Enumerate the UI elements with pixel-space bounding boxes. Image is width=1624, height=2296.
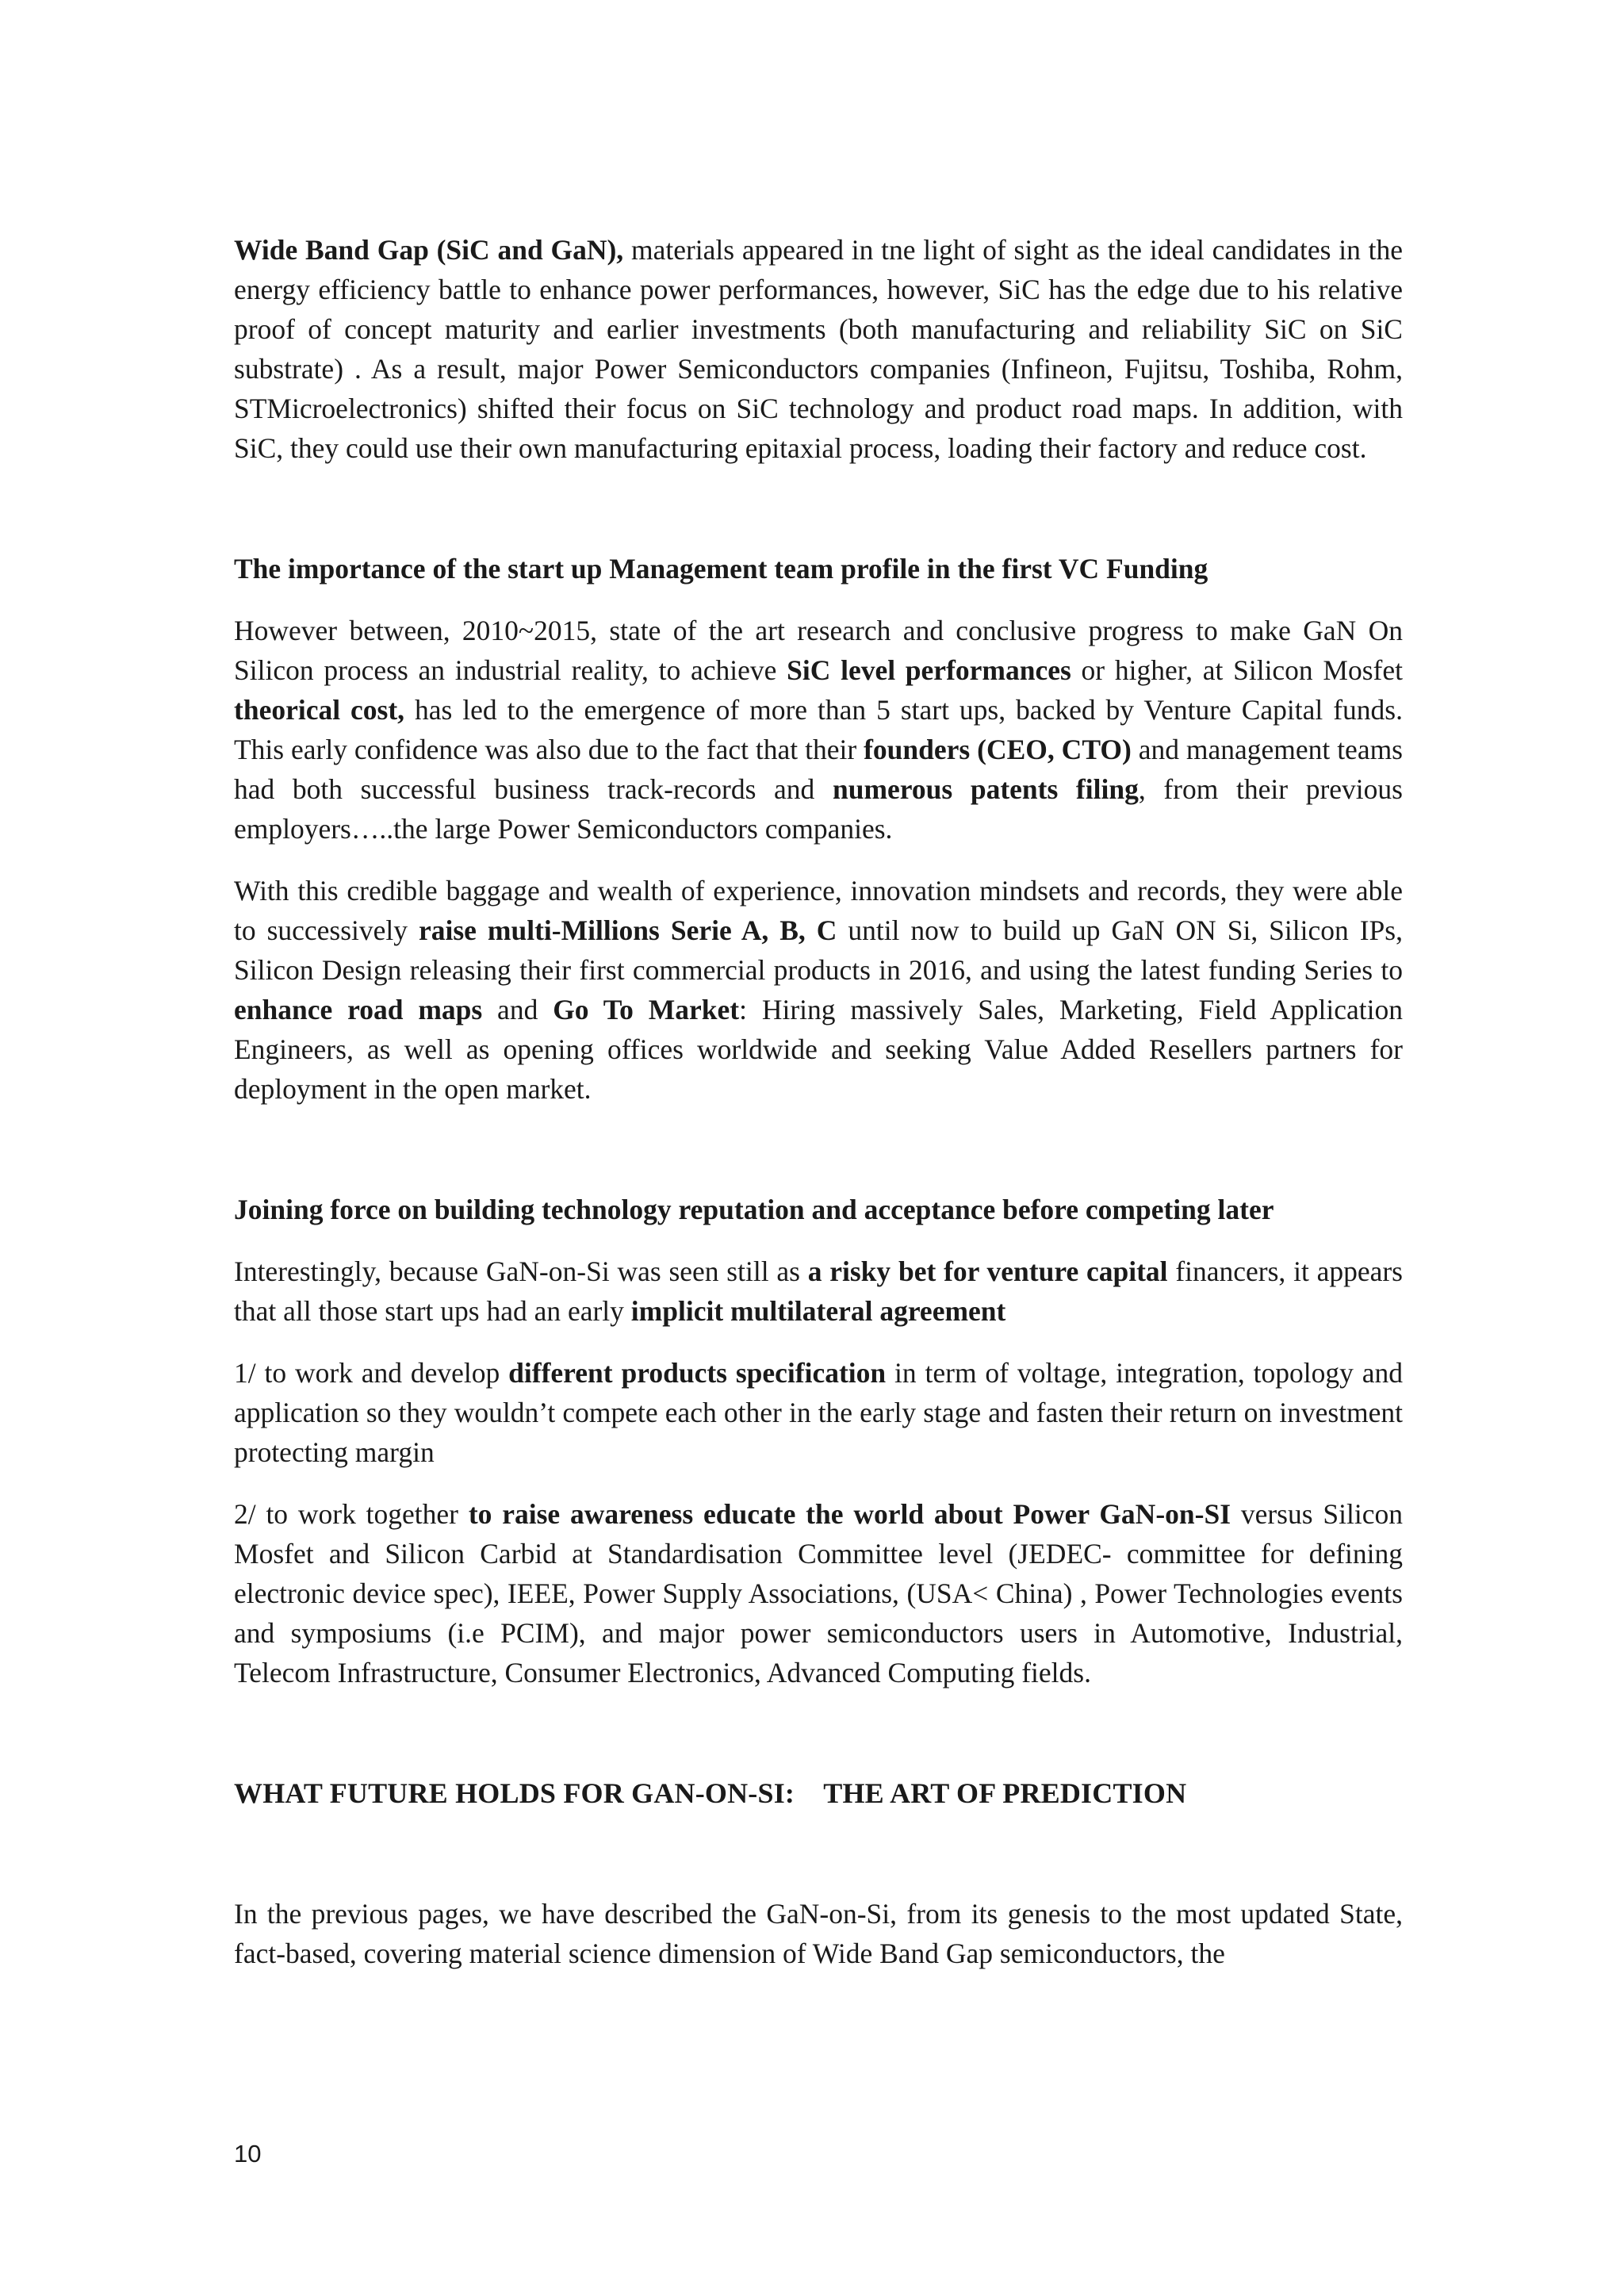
bold-text: theorical cost, — [234, 694, 405, 726]
section-heading-joining-force: Joining force on building technology reputation and acceptance before competing later — [234, 1194, 1274, 1225]
paragraph-wide-band-gap — [234, 230, 1403, 468]
paragraph-text: However between, 2010~2015, state of the art research and conclusive progress to make GaN On Silicon process an industrial reality, to achieve — [234, 615, 1403, 686]
bold-text: to raise awareness educate the world about Power GaN-on-SI — [468, 1498, 1231, 1530]
paragraph-text: : Hiring massively Sales, Marketing, Field Application Engineers, as well as opening offices worldwide and seeking Value Added Resellers partners for deployment in the open market. — [234, 994, 1403, 1105]
paragraph-text: until now to build up GaN ON Si, Silicon IPs, Silicon Design releasing their first commercial products in 2016, and using the latest funding Series to — [234, 914, 1403, 986]
section-heading-future: WHAT FUTURE HOLDS FOR GAN-ON-SI: THE ART OF PREDICTION — [234, 1777, 1187, 1809]
bold-text: implicit multilateral agreement — [630, 1295, 1006, 1327]
bold-text: raise multi-Millions Serie A, B, C — [419, 914, 837, 946]
bold-text: SiC level performances — [787, 654, 1071, 686]
page-number: 10 — [234, 2140, 262, 2168]
bold-text: different products specification — [508, 1357, 887, 1389]
paragraph-risky-bet — [234, 1251, 1403, 1331]
section-heading-management-team: The importance of the start up Management team profile in the first VC Funding — [234, 553, 1208, 585]
bold-text: enhance road maps — [234, 994, 483, 1025]
paragraph-text: and management teams had both successful business track-records and — [234, 734, 1403, 805]
paragraph-text: or higher, at Silicon Mosfet — [1071, 654, 1403, 686]
paragraph-point-1 — [234, 1353, 1403, 1472]
paragraph-text: 1/ to work and develop — [234, 1357, 509, 1389]
paragraph-text: , from their previous employers…..the large Power Semiconductors companies. — [234, 773, 1403, 845]
bold-text: a risky bet for venture capital — [807, 1255, 1168, 1287]
bold-text: Wide Band Gap (SiC and GaN), — [234, 234, 624, 266]
paragraph-text: 2/ to work together — [234, 1498, 469, 1530]
paragraph-text: Interestingly, because GaN-on-Si was seen still as — [234, 1255, 808, 1287]
bold-text: numerous patents filing — [832, 773, 1139, 805]
paragraph-text: financers, it appears that all those start ups had an early — [234, 1255, 1403, 1327]
page-content — [234, 230, 1403, 1973]
paragraph-text: With this credible baggage and wealth of experience, innovation mindsets and records, they were able to successively — [234, 875, 1403, 946]
paragraph-text: materials appeared in tne light of sight as the ideal candidates in the energy efficiency battle to enhance power performances, however, SiC has the edge due to his relative proof of concept maturity and earlier investments (both manufacturing and reliability SiC on SiC substrate) . As a result, major Power Semiconductors companies (Infineon, Fujitsu, Toshiba, Rohm, STMicroelectronics) shifted their focus on SiC technology and product road maps. In addition, with SiC, they could use their own manufacturing epitaxial process, loading their factory and reduce cost. — [234, 234, 1403, 464]
bold-text: Go To Market — [553, 994, 740, 1025]
paragraph-previous-pages: In the previous pages, we have described the GaN-on-Si, from its genesis to the most updated State, fact-based, covering material science dimension of Wide Band Gap semiconductors, the — [234, 1898, 1403, 1969]
paragraph-funding-series — [234, 871, 1403, 1109]
paragraph-text: and — [482, 994, 553, 1025]
paragraph-text: has led to the emergence of more than 5 start ups, backed by Venture Capital funds. This early confidence was also due to the fact that their — [234, 694, 1403, 765]
paragraph-point-2 — [234, 1494, 1403, 1692]
paragraph-text: versus Silicon Mosfet and Silicon Carbid at Standardisation Committee level (JEDEC- committee for defining electronic device spec), IEEE, Power Supply Associations, (USA< China) , Power Technologies events and symposiums (i.e PCIM), and major power semiconductors users in Automotive, Industrial, Telecom Infrastructure, Consumer Electronics, Advanced Computing fields. — [234, 1498, 1403, 1688]
paragraph-startups-emergence — [234, 611, 1403, 849]
paragraph-text: in term of voltage, integration, topology and application so they wouldn’t compete each other in the early stage and fasten their return on investment protecting margin — [234, 1357, 1403, 1468]
bold-text: founders (CEO, CTO) — [864, 734, 1132, 765]
